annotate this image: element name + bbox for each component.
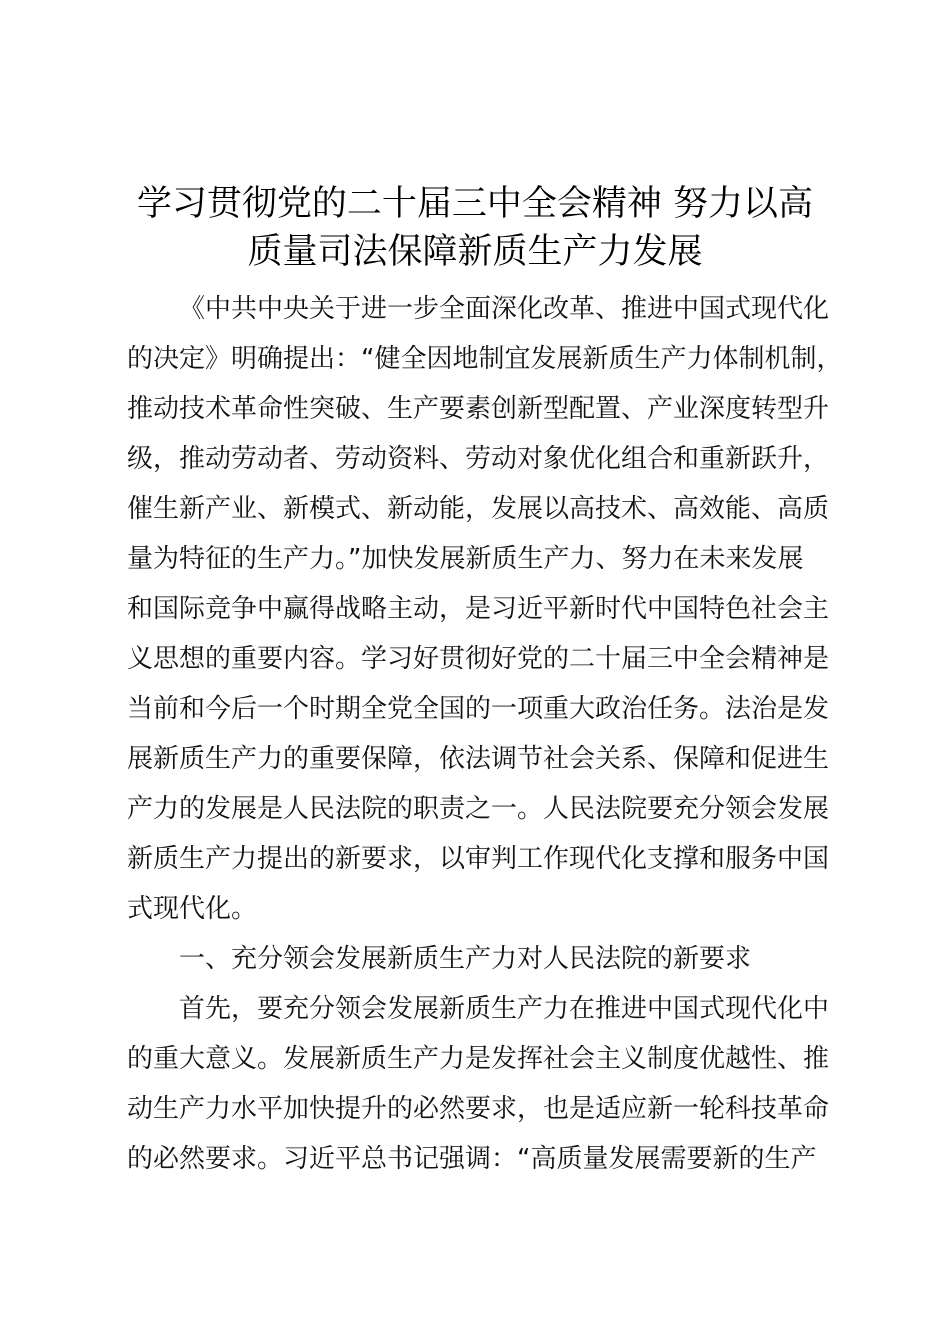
paragraph-line: 展新质生产力的重要保障，依法调节社会关系、保障和促进生 bbox=[127, 744, 830, 774]
paragraph-line: 义思想的重要内容。学习好贯彻好党的二十届三中全会精神是 bbox=[127, 644, 830, 674]
title-line-1: 学习贯彻党的二十届三中全会精神 努力以高 bbox=[136, 184, 814, 224]
paragraph-line: 动生产力水平加快提升的必然要求，也是适应新一轮科技革命 bbox=[127, 1094, 830, 1124]
paragraph-line: 级，推动劳动者、劳动资料、劳动对象优化组合和重新跃升， bbox=[127, 444, 830, 474]
paragraph-line: 的重大意义。发展新质生产力是发挥社会主义制度优越性、推 bbox=[127, 1044, 830, 1074]
title-line-2: 质量司法保障新质生产力发展 bbox=[247, 232, 703, 272]
paragraph-line: 和国际竞争中赢得战略主动，是习近平新时代中国特色社会主 bbox=[127, 594, 830, 624]
paragraph-line: 推动技术革命性突破、生产要素创新型配置、产业深度转型升 bbox=[127, 394, 830, 424]
paragraph-line: 新质生产力提出的新要求，以审判工作现代化支撑和服务中国 bbox=[127, 844, 830, 874]
paragraph-line: 首先，要充分领会发展新质生产力在推进中国式现代化中 bbox=[179, 994, 830, 1024]
paragraph-line: 催生新产业、新模式、新动能，发展以高技术、高效能、高质 bbox=[127, 494, 830, 524]
document-title bbox=[60, 180, 890, 276]
paragraph-line: 产力的发展是人民法院的职责之一。人民法院要充分领会发展 bbox=[127, 794, 830, 824]
paragraph-line: 量为特征的生产力。”加快发展新质生产力、努力在未来发展 bbox=[127, 544, 804, 574]
document-body bbox=[127, 284, 887, 1184]
paragraph-line: 式现代化。 bbox=[127, 894, 258, 924]
section-heading: 一、充分领会发展新质生产力对人民法院的新要求 bbox=[179, 944, 752, 974]
paragraph-line: 的决定》明确提出：“健全因地制宜发展新质生产力体制机制， bbox=[127, 344, 843, 374]
paragraph-line: 的必然要求。习近平总书记强调：“高质量发展需要新的生产 bbox=[127, 1144, 817, 1174]
paragraph-line: 当前和今后一个时期全党全国的一项重大政治任务。法治是发 bbox=[127, 694, 830, 724]
paragraph-line: 《中共中央关于进一步全面深化改革、推进中国式现代化 bbox=[179, 294, 830, 324]
